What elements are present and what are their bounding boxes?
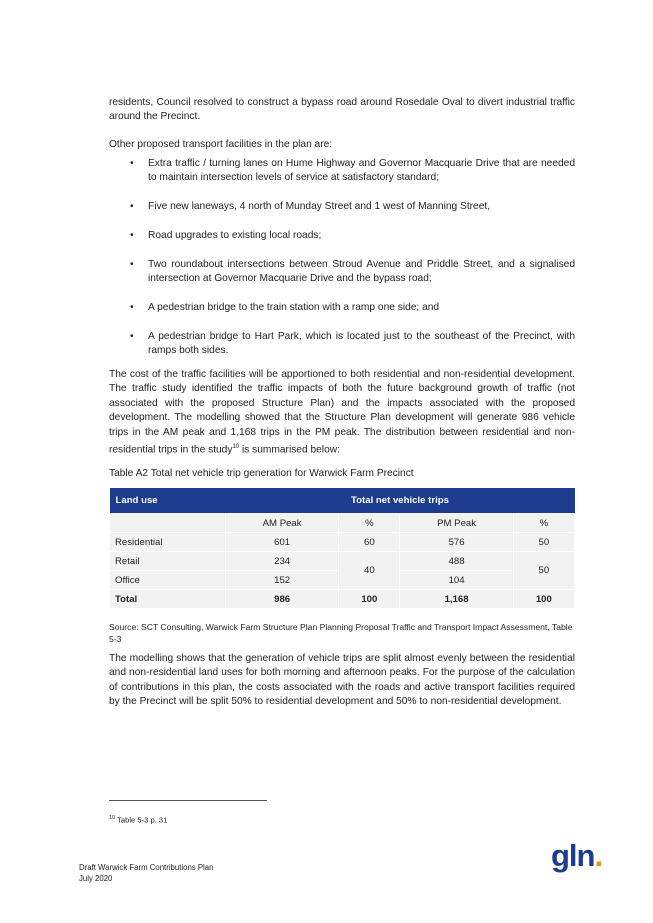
facilities-intro: Other proposed transport facilities in the plan are: — [109, 139, 333, 150]
subheader-am-peak: AM Peak — [226, 514, 339, 533]
gln-logo: gln. — [551, 838, 603, 873]
table-caption: Table A2 Total net vehicle trip generation for Warwick Farm Precinct — [109, 468, 414, 479]
table-cell: 234 — [226, 552, 339, 571]
list-item: • A pedestrian bridge to the train station with a ramp one side; and — [109, 301, 575, 315]
footnote-reference[interactable]: 10 — [232, 444, 240, 451]
subheader-pm-pct: % — [513, 514, 574, 533]
conclusion-paragraph: The modelling shows that the generation of vehicle trips are split almost evenly between the residential and non-residential land uses for both morning and afternoon peaks. For the purpose of the calculation of contributions in this plan, the costs associated with the roads and active transport facilities required by the Precinct will be split 50% to residential development and 50% to non-residential development. — [109, 653, 575, 708]
facilities-list — [109, 157, 575, 373]
footer-date: July 2020 — [79, 874, 113, 883]
subheader-pm-peak: PM Peak — [400, 514, 513, 533]
table-cell: 100 — [339, 590, 400, 609]
bullet-icon: • — [130, 258, 134, 270]
table-cell: 40 — [339, 552, 400, 590]
bullet-icon: • — [130, 158, 134, 169]
table-total-row — [110, 590, 575, 609]
table-cell: 50 — [513, 533, 574, 552]
table-header-row — [110, 488, 575, 514]
row-label: Retail — [110, 552, 226, 571]
logo-dot: . — [594, 838, 603, 873]
table-cell: 986 — [226, 590, 339, 609]
table-cell: 1,168 — [400, 590, 513, 609]
table-subheader-row — [110, 514, 575, 533]
table-row — [110, 533, 575, 552]
intro-paragraph: residents, Council resolved to construct a bypass road around Rosedale Oval to divert industrial traffic around the Precinct. — [109, 97, 575, 123]
table-cell: 60 — [339, 533, 400, 552]
table-cell: 100 — [513, 590, 574, 609]
footnote-number: 10 — [109, 815, 116, 821]
row-label: Total — [110, 590, 226, 609]
footer-title: Draft Warwick Farm Contributions Plan — [79, 863, 214, 872]
list-item: • Extra traffic / turning lanes on Hume Highway and Governor Macquarie Drive that are needed to maintain intersection levels of service at satisfactory standard; — [130, 158, 575, 184]
bullet-icon: • — [130, 330, 134, 342]
table-cell: 601 — [226, 533, 339, 552]
footnote: $^{10}$ Table 5-3 p. 31 — [109, 815, 168, 825]
list-item: • A pedestrian bridge to Hart Park, which is located just to the southeast of the Precinct, with ramps both sides. — [130, 330, 575, 357]
trip-generation-table — [109, 488, 575, 609]
table-cell: 104 — [400, 571, 513, 590]
table-cell: 152 — [226, 571, 339, 590]
list-item: • Road upgrades to existing local roads; — [109, 229, 575, 243]
table-cell: 576 — [400, 533, 513, 552]
table-row — [110, 552, 575, 571]
table-cell — [110, 514, 226, 533]
list-item: • Five new laneways, 4 north of Munday Street and 1 west of Manning Street, — [109, 200, 575, 214]
row-label: Office — [110, 571, 226, 590]
header-total-trips: Total net vehicle trips — [226, 488, 575, 514]
table-source: Source: SCT Consulting, Warwick Farm Structure Plan Planning Proposal Traffic and Transport Impact Assessment, Table 5-3 — [109, 622, 573, 644]
bullet-icon: • — [130, 302, 134, 313]
list-item: • Two roundabout intersections between Stroud Avenue and Priddle Street, and a signalised intersection at Governor Macquarie Drive and the bypass road; — [130, 258, 575, 285]
table-cell: 50 — [513, 552, 574, 590]
cost-paragraph: The cost of the traffic facilities will be apportioned to both residential and non-residential development. The traffic study identified the traffic impacts of both the future background growth of traffic (not associated with the proposed Structure Plan) and the impacts associated with the proposed development. The modelling showed that the Structure Plan development will generate 986 vehicle trips in the AM peak and 1,168 trips in the PM peak. The distribution between residential and non-residential trips in the study$^{10}$ is summarised below: — [109, 369, 575, 456]
header-land-use: Land use — [110, 488, 226, 514]
table-cell: 488 — [400, 552, 513, 571]
page-footer — [79, 862, 213, 884]
footnote-divider — [109, 800, 267, 801]
row-label: Residential — [110, 533, 226, 552]
subheader-am-pct: % — [339, 514, 400, 533]
bullet-icon: • — [130, 201, 134, 213]
bullet-icon: • — [130, 230, 134, 241]
